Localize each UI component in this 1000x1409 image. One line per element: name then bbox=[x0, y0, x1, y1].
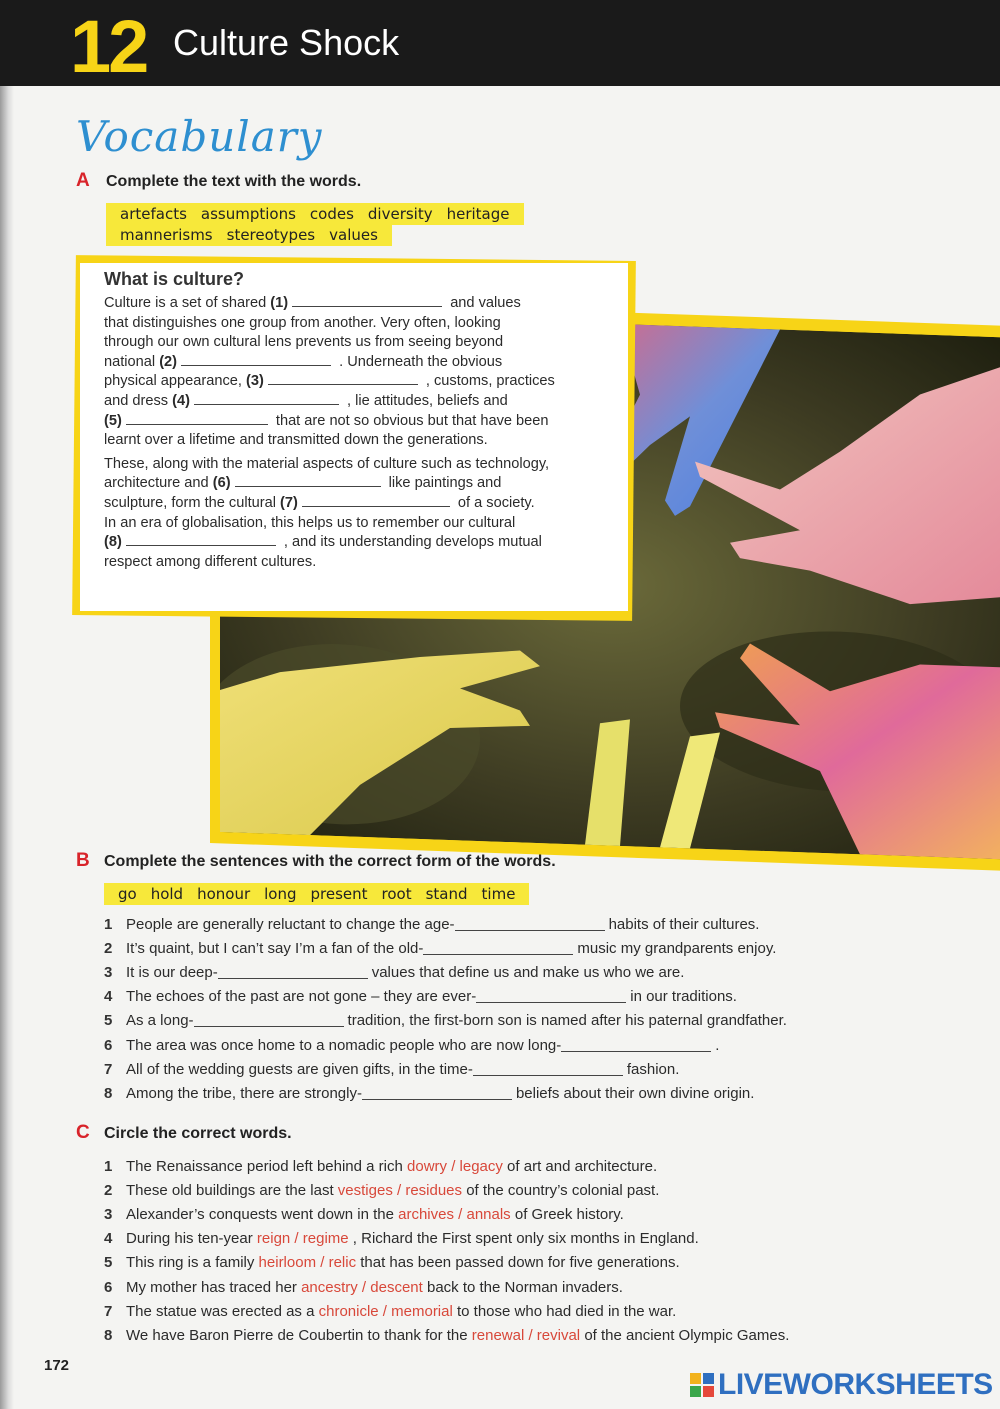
answer-gap[interactable] bbox=[455, 918, 605, 931]
answer-gap[interactable] bbox=[561, 1039, 711, 1052]
word-choice[interactable]: archives / annals bbox=[398, 1205, 511, 1223]
word-box-b bbox=[104, 883, 529, 905]
gap-number: (1) bbox=[270, 295, 289, 311]
gap-8[interactable] bbox=[126, 534, 276, 546]
list-item: 4 The echoes of the past are not gone – they are ever- in our traditions. bbox=[104, 988, 737, 1006]
word-chip: present bbox=[310, 885, 368, 903]
list-item: 7 All of the wedding guests are given gifts, in the time- fashion. bbox=[104, 1060, 680, 1078]
list-item: 4 During his ten-year reign / regime , Richard the First spent only six months in England. bbox=[104, 1230, 699, 1248]
word-chip: mannerisms bbox=[120, 226, 213, 244]
list-item: 7 The statue was erected as a chronicle / memorial to those who had died in the war. bbox=[104, 1302, 677, 1320]
list-item: 2 These old buildings are the last vestiges / residues of the country’s colonial past. bbox=[104, 1181, 660, 1199]
word-chip: heritage bbox=[446, 205, 510, 223]
list-item: 2 It’s quaint, but I can’t say I’m a fan of the old- music my grandparents enjoy. bbox=[104, 939, 777, 957]
gap-1[interactable] bbox=[292, 295, 442, 307]
word-choice[interactable]: ancestry / descent bbox=[301, 1278, 423, 1296]
word-chip: codes bbox=[309, 205, 354, 223]
culture-box-title: What is culture? bbox=[104, 269, 245, 289]
exercise-b-letter: B bbox=[76, 850, 90, 871]
gap-2[interactable] bbox=[181, 354, 331, 366]
answer-gap[interactable] bbox=[473, 1063, 623, 1076]
gap-number: (7) bbox=[280, 494, 298, 511]
answer-gap[interactable] bbox=[423, 942, 573, 955]
gap-number: (4) bbox=[172, 392, 190, 409]
gap-6[interactable] bbox=[235, 475, 381, 487]
word-chip: honour bbox=[197, 885, 251, 903]
answer-gap[interactable] bbox=[194, 1014, 344, 1027]
culture-text-box bbox=[80, 263, 628, 611]
word-choice[interactable]: reign / regime bbox=[256, 1230, 349, 1248]
word-choice[interactable]: vestiges / residues bbox=[337, 1181, 463, 1199]
word-choice[interactable]: heirloom / relic bbox=[258, 1254, 357, 1272]
liveworksheets-brand[interactable] bbox=[690, 1368, 993, 1402]
word-chip: values bbox=[329, 226, 378, 244]
exercise-b-instruction: Complete the sentences with the correct form of the words. bbox=[104, 853, 556, 870]
exercise-c-sentences bbox=[104, 1154, 789, 1348]
word-choice[interactable]: dowry / legacy bbox=[407, 1157, 503, 1175]
word-choice[interactable]: renewal / revival bbox=[471, 1326, 581, 1344]
liveworksheets-logo-icon bbox=[690, 1373, 714, 1397]
list-item: 6 The area was once home to a nomadic people who are now long- . bbox=[104, 1036, 720, 1054]
exercise-c-instruction: Circle the correct words. bbox=[104, 1125, 292, 1142]
word-chip: artefacts bbox=[120, 205, 187, 223]
word-chip: diversity bbox=[367, 205, 433, 223]
brand-name: LIVEWORKSHEETS bbox=[718, 1368, 993, 1401]
word-chip: time bbox=[481, 885, 516, 903]
word-chip: stand bbox=[425, 885, 468, 903]
page-number: 172 bbox=[44, 1357, 70, 1374]
culture-text: Culture is a set of shared (1) and values that distinguishes one group from another. Very often, looking through our own cultural lens prevents us from seeing beyond national (2) . Underneath the obvious physical appearance, (3) , customs, practices and dress (4) , lie attitudes, beliefs and (5) that are not so obvious but that have been learnt over a lifetime and transmitted down the generations. These, along with the material aspects of culture such as technology, architecture and (6) like paintings and sculpture, form the cultural (7) of a society. In an era of globalisation, this helps us to remember our cultural (8) , and its understanding develops mutual respect among different cultures. bbox=[104, 295, 555, 570]
list-item: 5 This ring is a family heirloom / relic that has been passed down for five generations. bbox=[104, 1254, 680, 1272]
gap-number: (5) bbox=[104, 412, 122, 429]
page-edge bbox=[0, 0, 14, 1409]
word-chip: assumptions bbox=[200, 205, 296, 223]
gap-3[interactable] bbox=[268, 373, 418, 385]
list-item: 8 We have Baron Pierre de Coubertin to thank for the renewal / revival of the ancient Olympic Games. bbox=[104, 1326, 790, 1344]
list-item: 1 People are generally reluctant to change the age- habits of their cultures. bbox=[104, 915, 760, 933]
word-box-a-row1 bbox=[106, 203, 524, 225]
word-chip: stereotypes bbox=[226, 226, 316, 244]
word-chip: long bbox=[264, 885, 297, 903]
answer-gap[interactable] bbox=[362, 1087, 512, 1100]
gap-number: (6) bbox=[212, 475, 231, 492]
exercise-a-letter: A bbox=[76, 170, 90, 191]
unit-number: 12 bbox=[70, 5, 147, 88]
gap-number: (3) bbox=[245, 373, 264, 390]
unit-header bbox=[0, 0, 1000, 86]
section-title: Vocabulary bbox=[76, 112, 323, 161]
list-item: 6 My mother has traced her ancestry / descent back to the Norman invaders. bbox=[104, 1278, 623, 1296]
exercise-b-sentences bbox=[104, 912, 787, 1106]
unit-title: Culture Shock bbox=[173, 22, 400, 63]
word-box-a-row2 bbox=[106, 224, 392, 246]
gap-5[interactable] bbox=[126, 413, 268, 425]
word-chip: root bbox=[381, 885, 412, 903]
list-item: 5 As a long- tradition, the first-born son is named after his paternal grandfather. bbox=[104, 1012, 787, 1030]
list-item: 3 It is our deep- values that define us and make us who we are. bbox=[104, 963, 685, 981]
list-item: 1 The Renaissance period left behind a rich dowry / legacy of art and architecture. bbox=[104, 1157, 658, 1175]
list-item: 3 Alexander’s conquests went down in the archives / annals of Greek history. bbox=[104, 1205, 624, 1223]
exercise-c-letter: C bbox=[76, 1122, 90, 1143]
gap-number: (2) bbox=[159, 353, 178, 370]
word-choice[interactable]: chronicle / memorial bbox=[318, 1302, 453, 1320]
gap-number: (8) bbox=[104, 534, 122, 551]
gap-4[interactable] bbox=[194, 393, 339, 405]
exercise-a-instruction: Complete the text with the words. bbox=[106, 173, 362, 190]
word-chip: hold bbox=[150, 885, 184, 903]
answer-gap[interactable] bbox=[218, 966, 368, 979]
word-chip: go bbox=[118, 885, 137, 903]
list-item: 8 Among the tribe, there are strongly- beliefs about their own divine origin. bbox=[104, 1084, 755, 1102]
gap-7[interactable] bbox=[302, 495, 450, 507]
answer-gap[interactable] bbox=[476, 990, 626, 1003]
